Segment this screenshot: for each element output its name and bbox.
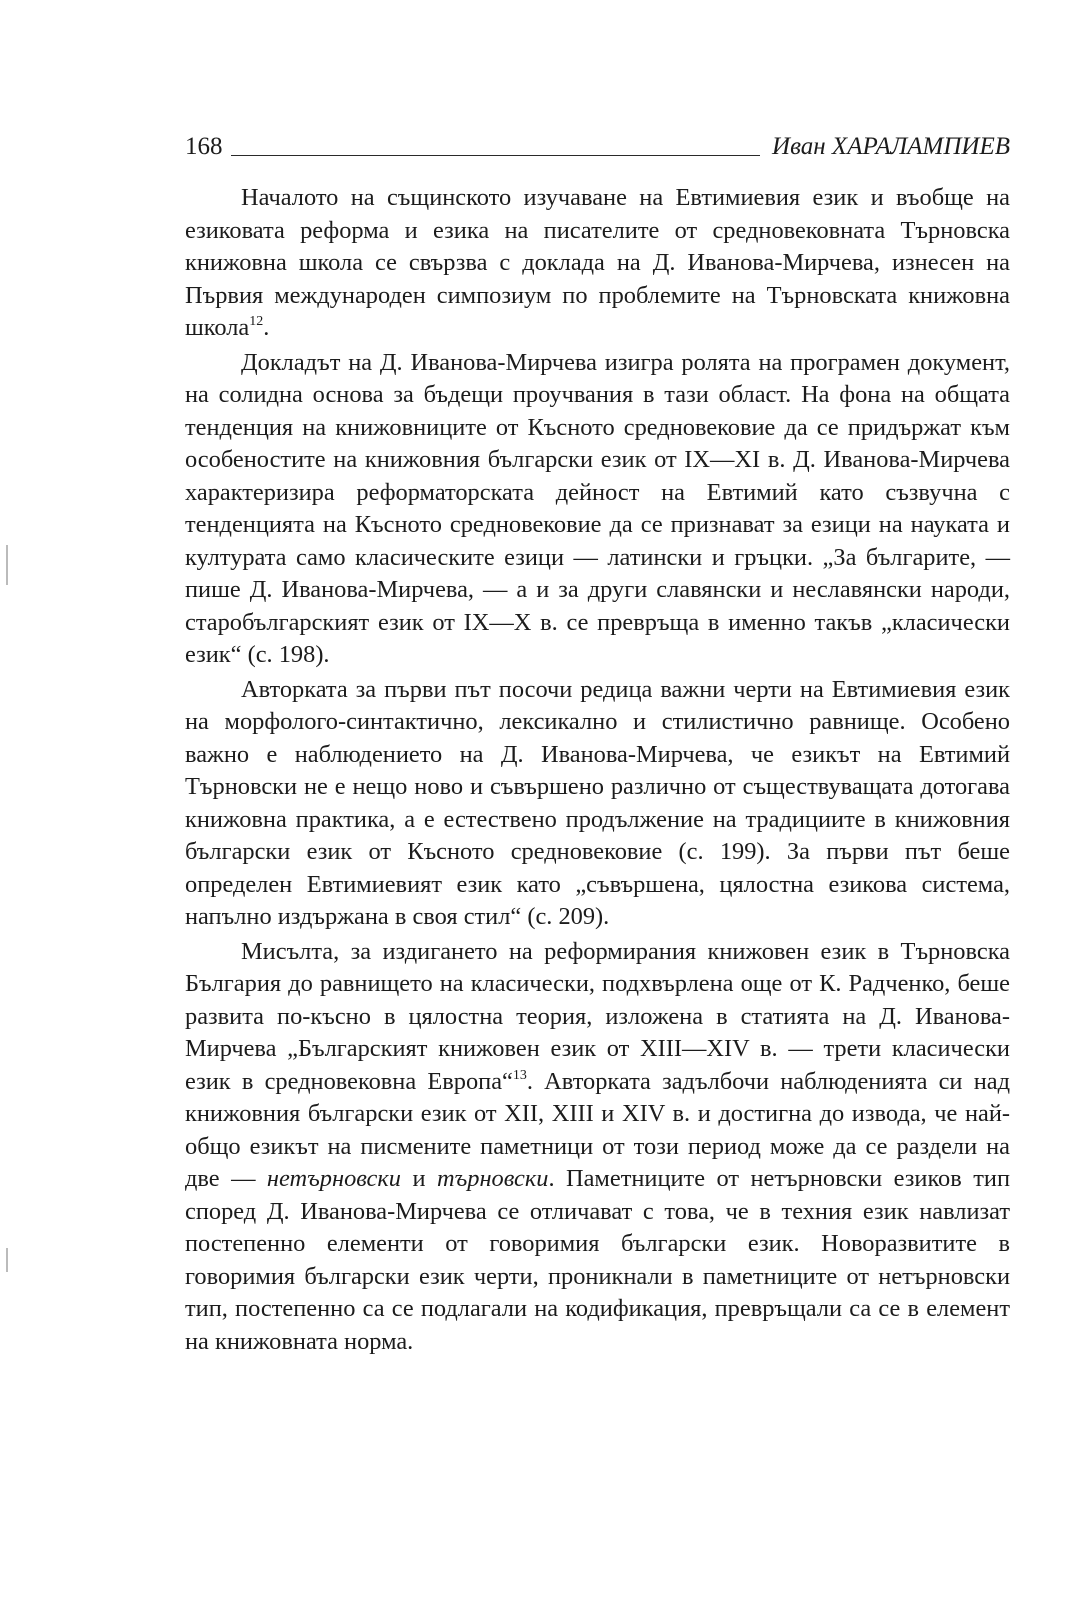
footnote-ref-12[interactable]: 12 — [249, 314, 264, 329]
paragraph-text: Мисълта, за издигането на реформирания книжовен език в Търновска България до равнището на класически, подхвърлена още от К. Радченко, беше развита по-късно в цялостна теория, изложена в статията на Д. Иванова-Мирчева „Българският книжовен език от XIII—XIV в. — трети класически език в средновековна Европа“ — [185, 937, 1010, 1095]
page-number: 168 — [185, 133, 223, 160]
paragraph-1 — [185, 182, 1010, 345]
conjunction: и — [401, 1165, 437, 1192]
paragraph-text: Началото на същинското изучаване на Евтимиевия език и въобще на езиковата реформа и езика на писателите от средновековната Търновска книжовна школа се свързва с доклада на Д. Иванова-Мирчева, изнесен на Първия международен симпозиум по проблемите на Търновската книжовна школа — [185, 184, 1010, 341]
paragraph-text: . Паметниците от нетърновски езиков тип според Д. Иванова-Мирчева се отличават с това, че в техния език навлизат постепенно елементи от говоримия български език. Новоразвитите в говоримия български език черти, проникнали в паметниците от нетърновски тип, постепенно са се подлагали на кодификация, превръщали са се в елемент на книжовната норма. — [185, 1165, 1010, 1355]
paragraph-text: Авторката за първи път посочи редица важни черти на Евтимиевия език на морфолого-синтактично, лексикално и стилистично равнище. Особено важно е наблюдението на Д. Иванова-Мирчева, че езикът на Евтимий Търновски не е нещо ново и съвършено различно от съществуващата дотогава книжовна практика, а е естествено продължение на традициите в книжовния български език от Късното средновековие (с. 199). За първи път беше определен Евтимиевият език като „съвършена, цялостна езикова система, напълно издържана в своя стил“ (с. 209). — [185, 675, 1010, 930]
paragraph-4 — [185, 936, 1010, 1359]
body-text — [185, 182, 1010, 1358]
term-non-tarnovo: нетърновски — [266, 1165, 401, 1192]
paragraph-text: Докладът на Д. Иванова-Мирчева изигра ролята на програмен документ, на солидна основа за бъдещи проучвания в тази област. На фона на общата тенденция на книжовниците от Късното средновековие да се придържат към особеностите на книжовния български език от IX—XI в. Д. Иванова-Мирчева характеризира реформаторската дейност на Евтимий като съзвучна с тенденцията на Късното средновековие да се признават за езици на науката и културата само класическите езици — латински и гръцки. „За българите, — пише Д. Иванова-Мирчева, — а и за други славянски и неславянски народи, старобългарският език от IX—X в. се превръща в именно такъв „класически език“ (с. 198). — [185, 348, 1010, 668]
footnote-ref-13[interactable]: 13 — [512, 1067, 527, 1083]
paragraph-text: . Авторката задълбочи наблюденията си над книжовния български език от XII, XIII и XIV в. и достигна до извода, че най-общо езикът на писмените паметници от този период може да се раздели на две — — [185, 1067, 1010, 1192]
header-rule — [231, 155, 761, 156]
paragraph-3 — [185, 674, 1010, 934]
scan-edge-mark — [6, 1248, 8, 1272]
paragraph-2 — [185, 347, 1010, 672]
term-tarnovo: търновски — [436, 1165, 549, 1192]
running-head-author: Иван ХАРАЛАМПИЕВ — [772, 133, 1010, 160]
scan-edge-mark — [6, 545, 8, 585]
sentence-end: . — [263, 314, 270, 341]
running-header — [185, 122, 1010, 162]
